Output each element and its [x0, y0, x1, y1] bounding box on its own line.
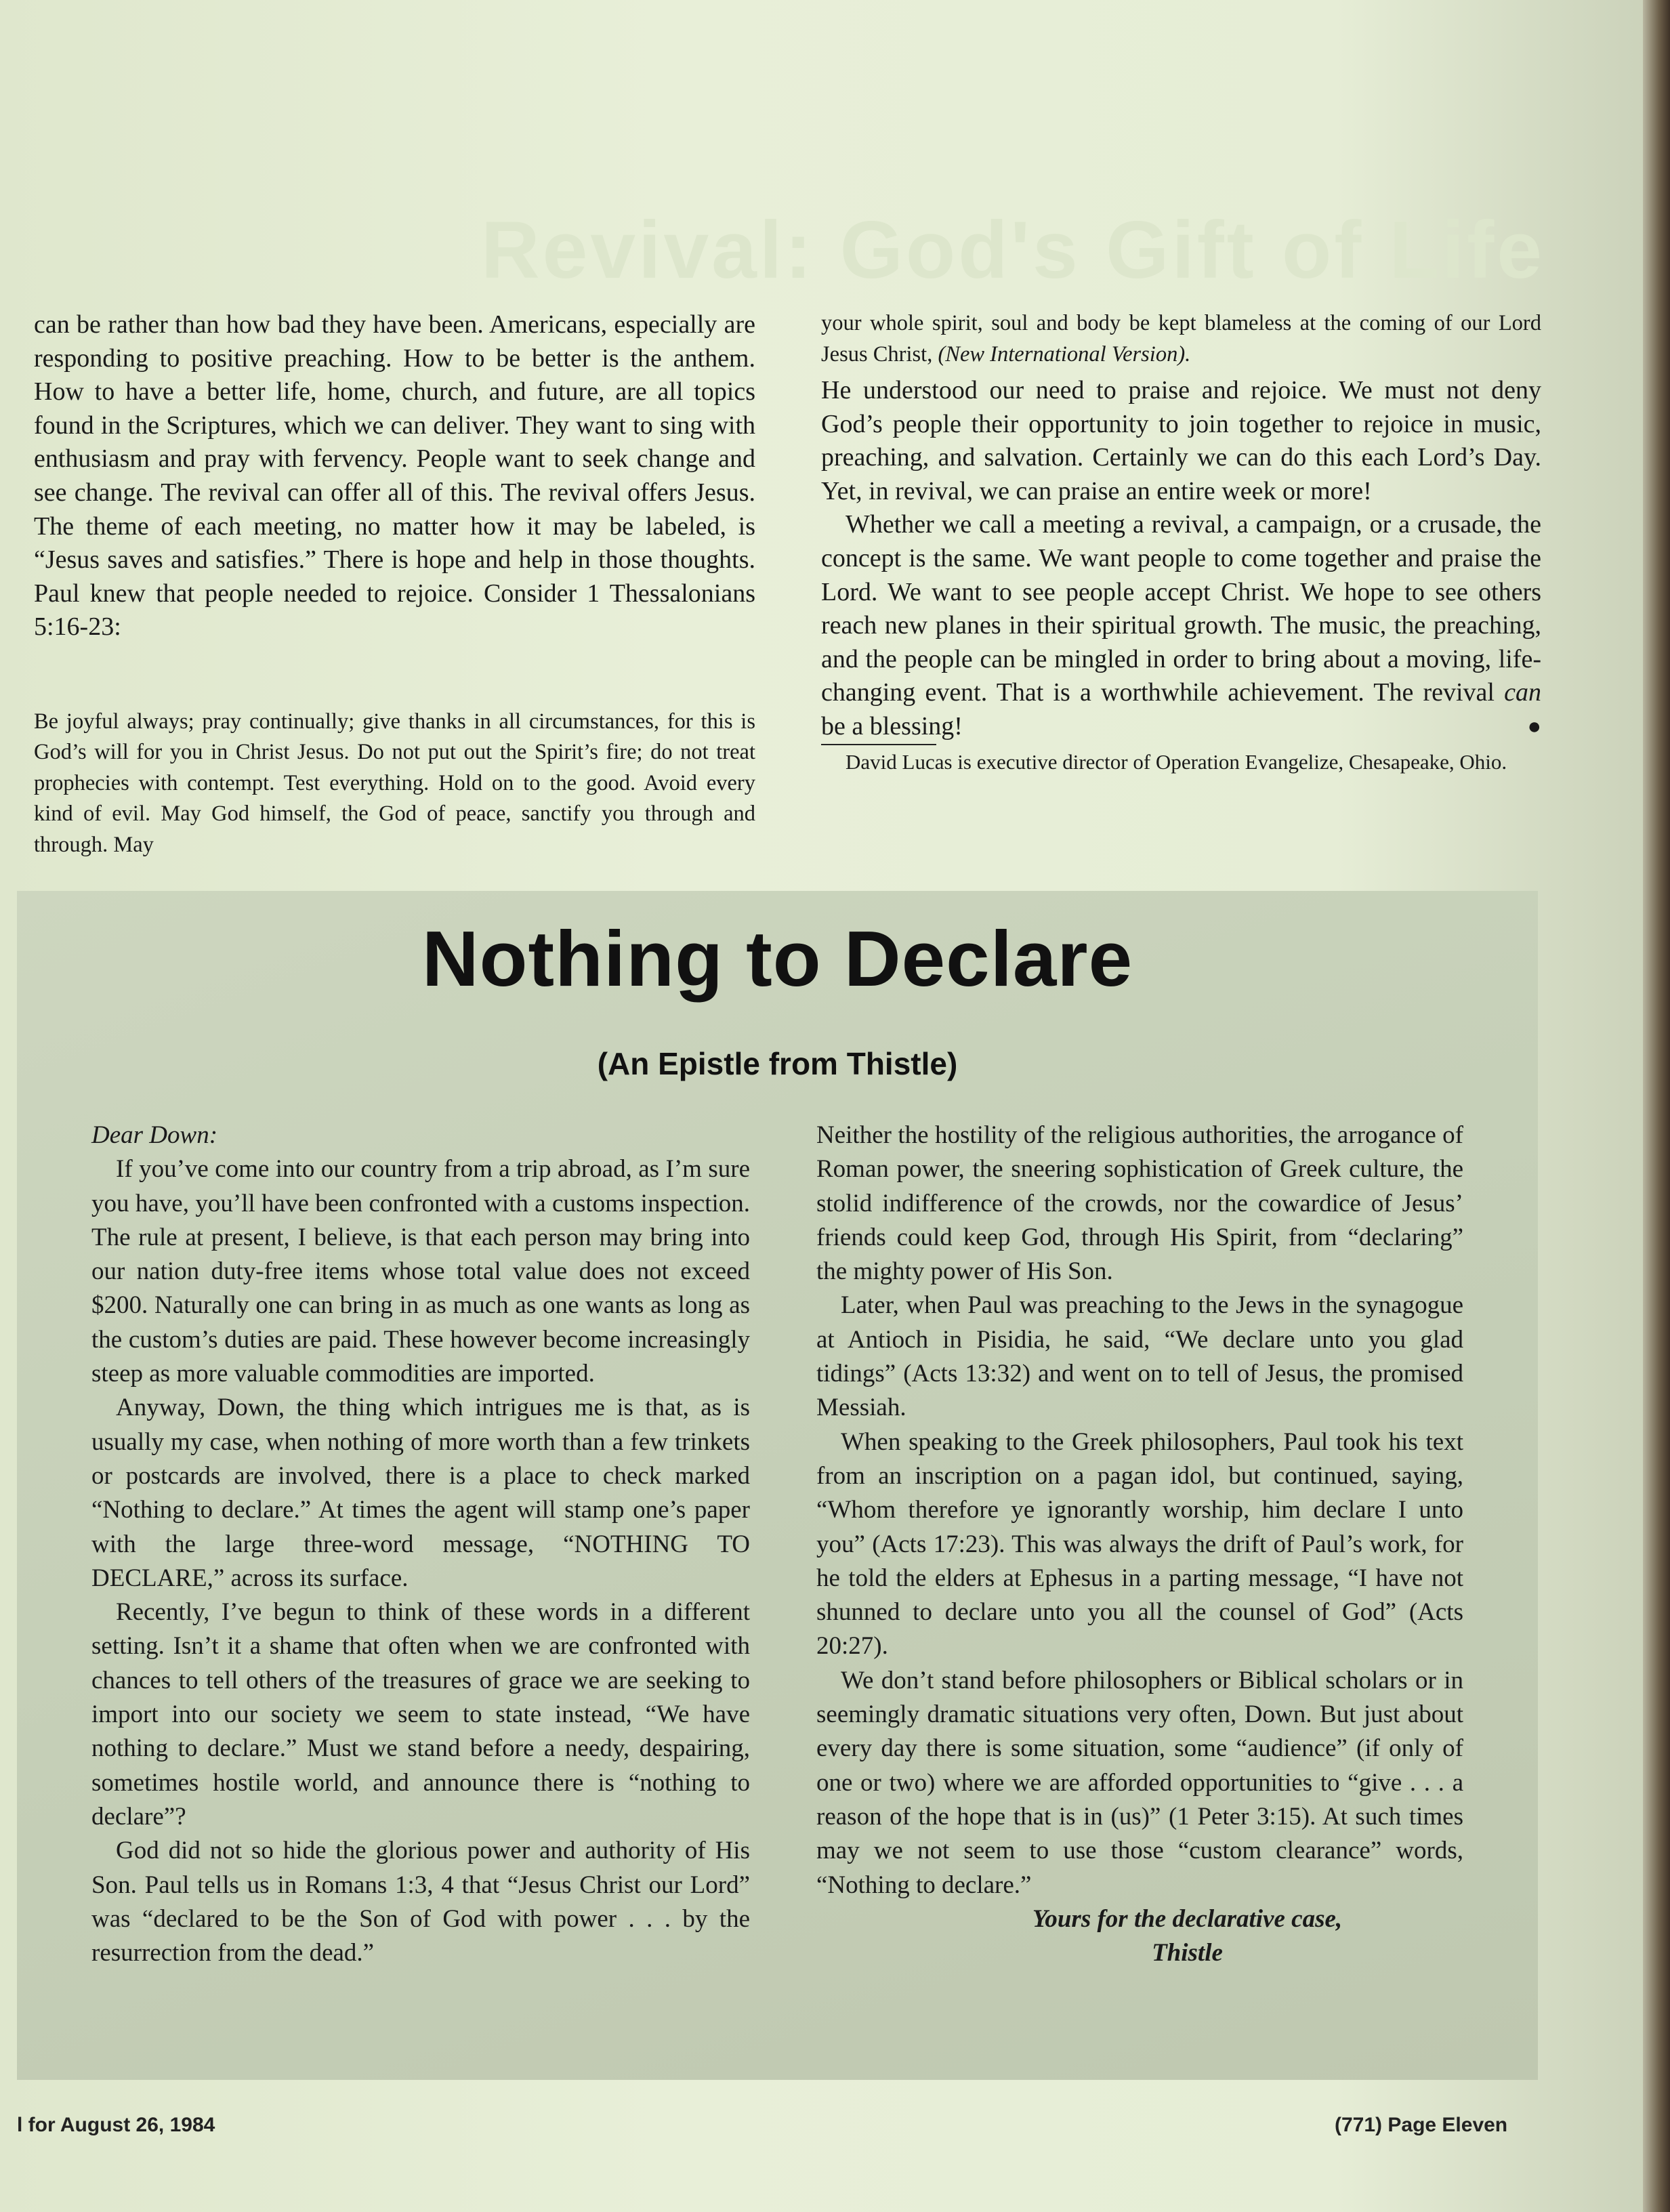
faded-article-title: Revival: God's Gift of Life	[480, 205, 1545, 295]
bio-divider	[821, 744, 936, 745]
end-of-article-mark: ●	[1527, 713, 1541, 739]
signature: Thistle	[1152, 1939, 1223, 1967]
epistle-paragraph: When speaking to the Greek philosophers, Paul took his text from an inscription on a pagan idol, but continued, saying, “Whom therefore ye ignorantly worship, him declare I unto you” (Acts 17:23). This was always the drift of Paul’s work, for he told the elders at Ephesus in a parting message, “I have not shunned to declare unto you all the counsel of God” (Acts 20:27).	[816, 1427, 1463, 1661]
epistle-paragraph: Anyway, Down, the thing which intrigues me is that, as is usually my case, when nothing of more worth than a few trinkets or postcards are involved, there is a place to check marked “Nothing to declare.” At times the agent will stamp one’s paper with the large three-word message, “NOTHING TO DECLARE,” across its surface.	[91, 1394, 750, 1592]
epistle-subtitle: (An Epistle from Thistle)	[597, 1046, 958, 1081]
epistle-title: Nothing to Declare	[421, 915, 1133, 1003]
epistle-right-column	[816, 1119, 1463, 1970]
epistle-paragraph: Later, when Paul was preaching to the Jews in the synagogue at Antioch in Pisidia, he said, “We declare unto you glad tidings” (Acts 13:32) and went on to tell of Jesus, the promised Messiah.	[816, 1291, 1463, 1422]
article-right-column	[821, 308, 1541, 776]
epistle-paragraph: Neither the hostility of the religious authorities, the arrogance of Roman power, the sneering sophistication of Greek culture, the stolid indifference of the crowds, nor the cowardice of Jesus’ friends could keep God, through His Spirit, from “declaring” the mighty power of His Son.	[816, 1121, 1463, 1286]
epistle-paragraph: We don’t stand before philosophers or Biblical scholars or in seemingly dramatic situations very often, Down. But just about every day there is some situation, some “audience” (if only of one or two) where we are afforded opportunities to “give . . . a reason of the hope that is in (us)” (1 Peter 3:15). At such times may we not seem to use those “custom clearance” words, “Nothing to declare.”	[816, 1666, 1463, 1899]
article-paragraph: He understood our need to praise and rejoice. We must not deny God’s people their opportunity to join together to rejoice in music, preaching, and salvation. Certainly we can do this each Lord’s Day. Yet, in revival, we can praise an entire week or more!	[821, 376, 1541, 505]
article-closing-text: be a blessing!	[821, 711, 963, 740]
epistle-paragraph: If you’ve come into our country from a trip abroad, as I’m sure you have, you’ll have been confronted with a customs inspection. The rule at present, I believe, is that each person may bring into our nation duty-free items whose total value does not exceed $200. Naturally one can bring in as much as one wants as long as the custom’s duties are paid. These however become increasingly steep as more valuable commodities are imported.	[91, 1155, 750, 1388]
article-left-column	[34, 308, 755, 860]
scripture-quote-continued	[821, 308, 1541, 370]
scripture-quote-tail: your whole spirit, soul and body be kept blameless at the coming of our Lord Jesus Christ,	[821, 311, 1541, 367]
author-bio: David Lucas is executive director of Operation Evangelize, Chesapeake, Ohio.	[846, 749, 1507, 774]
bible-version: (New International Version).	[938, 341, 1191, 367]
emphasis-word: can	[1504, 678, 1541, 707]
epistle-paragraph: Recently, I’ve begun to think of these words in a different setting. Isn’t it a shame that often when we are confronted with chances to tell others of the treasures of grace we are seeking to import into our society we seem to state instead, “We have nothing to declare.” Must we stand before a needy, despairing, sometimes hostile world, and announce there is “nothing to declare”?	[91, 1598, 750, 1831]
article-paragraph	[821, 508, 1541, 743]
closing-line: Yours for the declarative case,	[1032, 1904, 1343, 1933]
salutation: Dear Down:	[91, 1121, 218, 1149]
page-spine-edge	[1643, 0, 1670, 2212]
footer-page-number: (771) Page Eleven	[1335, 2114, 1508, 2136]
epistle-left-column	[91, 1119, 750, 1970]
epistle-paragraph: God did not so hide the glorious power and authority of His Son. Paul tells us in Romans 1:3, 4 that “Jesus Christ our Lord” was “declared to be the Son of God with power . . . by the resurrection from the dead.”	[91, 1837, 750, 1967]
footer-issue-date: l for August 26, 1984	[17, 2114, 215, 2136]
scripture-quote: Be joyful always; pray continually; give thanks in all circumstances, for this is God’s will for you in Christ Jesus. Do not put out the Spirit’s fire; do not treat prophecies with contempt. Test everything. Hold on to the good. Avoid every kind of evil. May God himself, the God of peace, sanctify you through and through. May	[34, 709, 755, 857]
article-paragraph: can be rather than how bad they have been. Americans, especially are responding to positive preaching. How to be better is the anthem. How to have a better life, home, church, and future, are all topics found in the Scriptures, which we can deliver. They want to sing with enthusiasm and pray with fervency. People want to seek change and see change. The revival can offer all of this. The revival offers Jesus. The theme of each meeting, no matter how it may be labeled, is “Jesus saves and satisfies.” There is hope and help in those thoughts. Paul knew that people needed to rejoice. Consider 1 Thessalonians 5:16-23:	[34, 310, 755, 642]
article-paragraph-text: Whether we call a meeting a revival, a campaign, or a crusade, the concept is the same. We want people to come together and praise the Lord. We want to see people accept Christ. We hope to see others reach new planes in their spiritual growth. The music, the preaching, and the people can be mingled in order to bring about a moving, life-changing event. That is a worthwhile achievement. The revival	[821, 510, 1541, 707]
